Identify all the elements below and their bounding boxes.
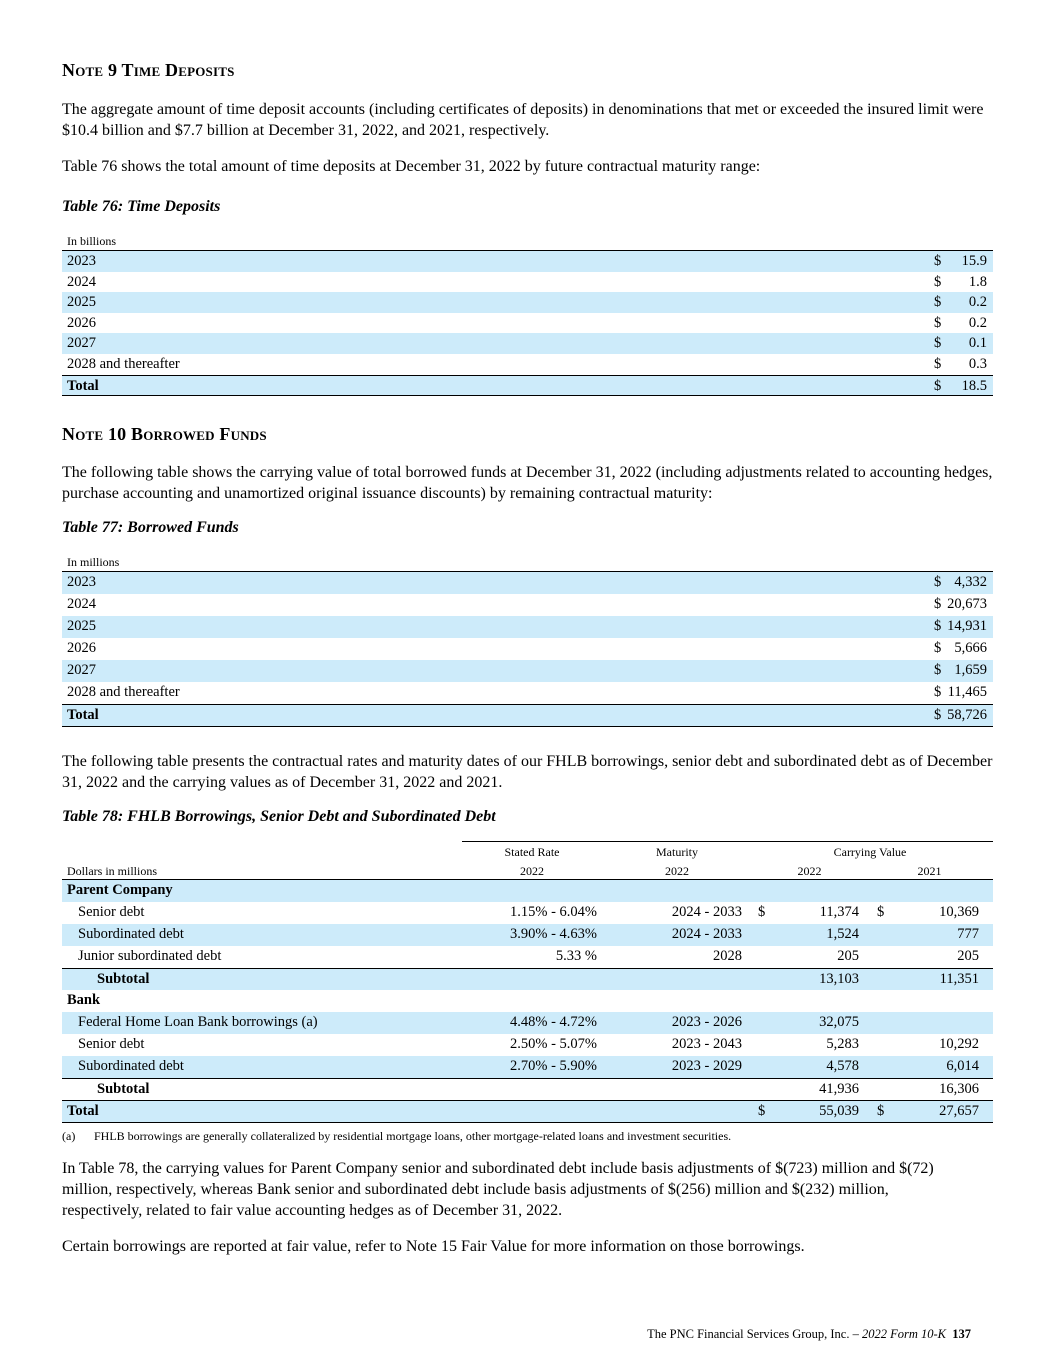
table-row — [62, 251, 993, 272]
table76-caption: Table 76: Time Deposits — [62, 198, 221, 215]
dollar-sign: $ — [934, 707, 942, 723]
dollar-sign: $ — [934, 294, 942, 311]
page-footer — [647, 1327, 971, 1342]
row-label: 2028 and thereafter — [67, 356, 180, 372]
table-row — [62, 682, 993, 704]
row-label: Bank — [67, 992, 101, 1008]
table77-caption: Table 77: Borrowed Funds — [62, 519, 239, 536]
row-label: 2027 — [67, 662, 96, 678]
table-row — [62, 572, 993, 594]
row-label: Subordinated debt — [78, 1058, 184, 1074]
table78-footnote-marker: (a) — [62, 1129, 76, 1143]
maturity-cell: 2023 - 2029 — [671, 1058, 742, 1074]
closing-paragraph-2: Certain borrowings are reported at fair value, refer to Note 15 Fair Value for more information on those borrowings. — [62, 1238, 805, 1255]
note10-title: Note 10 Borrowed Funds — [62, 424, 267, 444]
table-row — [62, 1012, 993, 1034]
row-value: 0.2 — [968, 314, 987, 331]
note10-paragraph-1: The following table shows the carrying value of total borrowed funds at December 31, 2022 (including adjustments related to accounting hedges, purchase accounting and unamortized original issuance discounts) by remaining contractual maturity: — [62, 464, 993, 502]
carrying-2021-cell: 6,014 — [946, 1058, 979, 1074]
row-value: 20,673 — [947, 596, 987, 612]
subtotal-row — [62, 1078, 993, 1100]
table-row — [62, 660, 993, 682]
header-carrying-2022: 2022 — [797, 864, 822, 878]
stated-rate-cell: 5.33 % — [555, 948, 597, 964]
section-row — [62, 990, 993, 1012]
row-label: Senior debt — [78, 904, 145, 920]
stated-rate-cell: 2.70% - 5.90% — [510, 1058, 597, 1074]
table-row — [62, 594, 993, 616]
header-carrying-value: Carrying Value — [833, 845, 907, 859]
dollar-sign: $ — [934, 314, 942, 331]
subtotal-row — [62, 968, 993, 990]
dollar-sign: $ — [934, 596, 942, 612]
dollar-sign: $ — [877, 1103, 885, 1119]
row-label: 2027 — [67, 335, 96, 352]
dollar-sign: $ — [934, 335, 942, 352]
row-label: 2024 — [67, 596, 96, 612]
table-row — [62, 946, 993, 968]
stated-rate-cell: 2.50% - 5.07% — [510, 1036, 597, 1052]
stated-rate-cell: 4.48% - 4.72% — [510, 1014, 597, 1030]
carrying-2022-cell: 55,039 — [819, 1103, 859, 1119]
note9-title: Note 9 Time Deposits — [62, 60, 235, 80]
carrying-2021-cell: 11,351 — [939, 971, 979, 987]
header-rate-year: 2022 — [520, 864, 544, 878]
row-label: Subordinated debt — [78, 926, 184, 942]
row-label: 2023 — [67, 253, 96, 269]
carrying-2022-cell: 5,283 — [826, 1036, 859, 1052]
table-row — [62, 1056, 993, 1078]
carrying-2022-cell: 32,075 — [819, 1014, 859, 1030]
header-dollars-in-millions: Dollars in millions — [67, 864, 157, 878]
maturity-cell: 2028 — [713, 948, 742, 964]
row-value: 4,332 — [954, 574, 987, 590]
table78-header-top-rule — [462, 841, 993, 842]
carrying-2021-cell: 16,306 — [939, 1081, 979, 1097]
carrying-2021-cell: 777 — [957, 926, 979, 942]
note9-paragraph-2: Table 76 shows the total amount of time deposits at December 31, 2022 by future contractual maturity range: — [62, 158, 761, 175]
row-value: 18.5 — [961, 377, 987, 394]
row-label: Total — [67, 707, 99, 723]
carrying-2021-cell: 205 — [957, 948, 979, 964]
row-label: 2025 — [67, 294, 96, 311]
row-label: 2025 — [67, 618, 96, 634]
row-value: 14,931 — [947, 618, 987, 634]
dollar-sign: $ — [934, 253, 942, 269]
note10-paragraph-2: The following table presents the contractual rates and maturity dates of our FHLB borrowings, senior debt and subordinated debt as of December 31, 2022 and the carrying values as of December 31, 2022 and 2021. — [62, 753, 993, 791]
row-label: Subtotal — [97, 971, 150, 987]
carrying-2022-cell: 4,578 — [826, 1058, 859, 1074]
row-label: Total — [67, 377, 99, 394]
row-value: 0.1 — [968, 335, 987, 352]
note9-paragraph-1: The aggregate amount of time deposit accounts (including certificates of deposits) in denominations that met or exceeded the insured limit were $10.4 billion and $7.7 billion at December 31, 2022, and 2021, respectively. — [62, 101, 984, 139]
row-label: 2026 — [67, 640, 96, 656]
row-label: Junior subordinated debt — [78, 948, 222, 964]
row-value: 1.8 — [968, 273, 987, 290]
row-value: 15.9 — [961, 253, 987, 269]
section-row — [62, 880, 993, 902]
table-row — [62, 638, 993, 660]
row-label: 2026 — [67, 314, 96, 331]
footer-page-number: 137 — [952, 1327, 971, 1341]
footer-form: 2022 Form 10-K — [861, 1327, 946, 1341]
table-row — [62, 616, 993, 638]
maturity-cell: 2023 - 2026 — [671, 1014, 742, 1030]
carrying-2022-cell: 13,103 — [819, 971, 859, 987]
carrying-2021-cell: 27,657 — [939, 1103, 979, 1119]
dollar-sign: $ — [934, 377, 942, 394]
row-label: Federal Home Loan Bank borrowings (a) — [78, 1014, 318, 1030]
carrying-2022-cell: 41,936 — [819, 1081, 859, 1097]
closing-paragraph-1: In Table 78, the carrying values for Parent Company senior and subordinated debt include basis adjustments of $(723) million and $(72) million, respectively, whereas Bank senior and subordinated debt include basis adjustments of $(256) million and $(232) million, respectively, related to fair value accounting hedges as of December 31, 2022. — [62, 1160, 934, 1219]
row-value: 5,666 — [954, 640, 987, 656]
total-row — [62, 1100, 993, 1123]
table-row — [62, 1034, 993, 1056]
row-label: 2024 — [67, 273, 96, 290]
dollar-sign: $ — [758, 1103, 766, 1119]
row-label: Parent Company — [67, 882, 173, 898]
table77-unit-label: In millions — [67, 555, 120, 569]
header-stated-rate: Stated Rate — [504, 845, 560, 859]
dollar-sign: $ — [934, 640, 942, 656]
table78-caption: Table 78: FHLB Borrowings, Senior Debt and Subordinated Debt — [62, 808, 496, 825]
dollar-sign: $ — [934, 684, 942, 700]
row-label: Total — [67, 1103, 99, 1119]
stated-rate-cell: 1.15% - 6.04% — [510, 904, 597, 920]
header-carrying-2021: 2021 — [917, 864, 942, 878]
table-row — [62, 354, 993, 375]
table-row — [62, 333, 993, 354]
table-row — [62, 924, 993, 946]
total-row — [62, 704, 993, 727]
dollar-sign: $ — [934, 574, 942, 590]
maturity-cell: 2024 - 2033 — [671, 926, 742, 942]
row-value: 1,659 — [954, 662, 987, 678]
maturity-cell: 2023 - 2043 — [671, 1036, 742, 1052]
table-row — [62, 313, 993, 334]
carrying-2021-cell: 10,292 — [939, 1036, 979, 1052]
dollar-sign: $ — [934, 618, 942, 634]
carrying-2022-cell: 1,524 — [826, 926, 859, 942]
table76-unit-label: In billions — [67, 234, 117, 248]
carrying-2021-cell: 10,369 — [939, 904, 979, 920]
total-row — [62, 375, 993, 397]
footer-company: The PNC Financial Services Group, Inc. – — [647, 1327, 862, 1341]
row-label: 2028 and thereafter — [67, 684, 180, 700]
table-row — [62, 272, 993, 293]
dollar-sign: $ — [934, 662, 942, 678]
header-maturity: Maturity — [656, 845, 698, 859]
row-value: 0.3 — [968, 356, 987, 372]
table78-footnote: FHLB borrowings are generally collateralized by residential mortgage loans, other mortgage-related loans and investment securities. — [94, 1129, 732, 1143]
maturity-cell: 2024 - 2033 — [671, 904, 742, 920]
dollar-sign: $ — [934, 356, 942, 372]
row-value: 11,465 — [947, 684, 987, 700]
table-row — [62, 292, 993, 313]
dollar-sign: $ — [758, 904, 766, 920]
row-value: 0.2 — [968, 294, 987, 311]
carrying-2022-cell: 205 — [837, 948, 859, 964]
carrying-2022-cell: 11,374 — [819, 904, 859, 920]
row-label: Subtotal — [97, 1081, 150, 1097]
stated-rate-cell: 3.90% - 4.63% — [510, 926, 597, 942]
row-label: Senior debt — [78, 1036, 145, 1052]
header-maturity-year: 2022 — [665, 864, 689, 878]
row-label: 2023 — [67, 574, 96, 590]
table-row — [62, 902, 993, 924]
dollar-sign: $ — [934, 273, 942, 290]
dollar-sign: $ — [877, 904, 885, 920]
row-value: 58,726 — [947, 707, 987, 723]
